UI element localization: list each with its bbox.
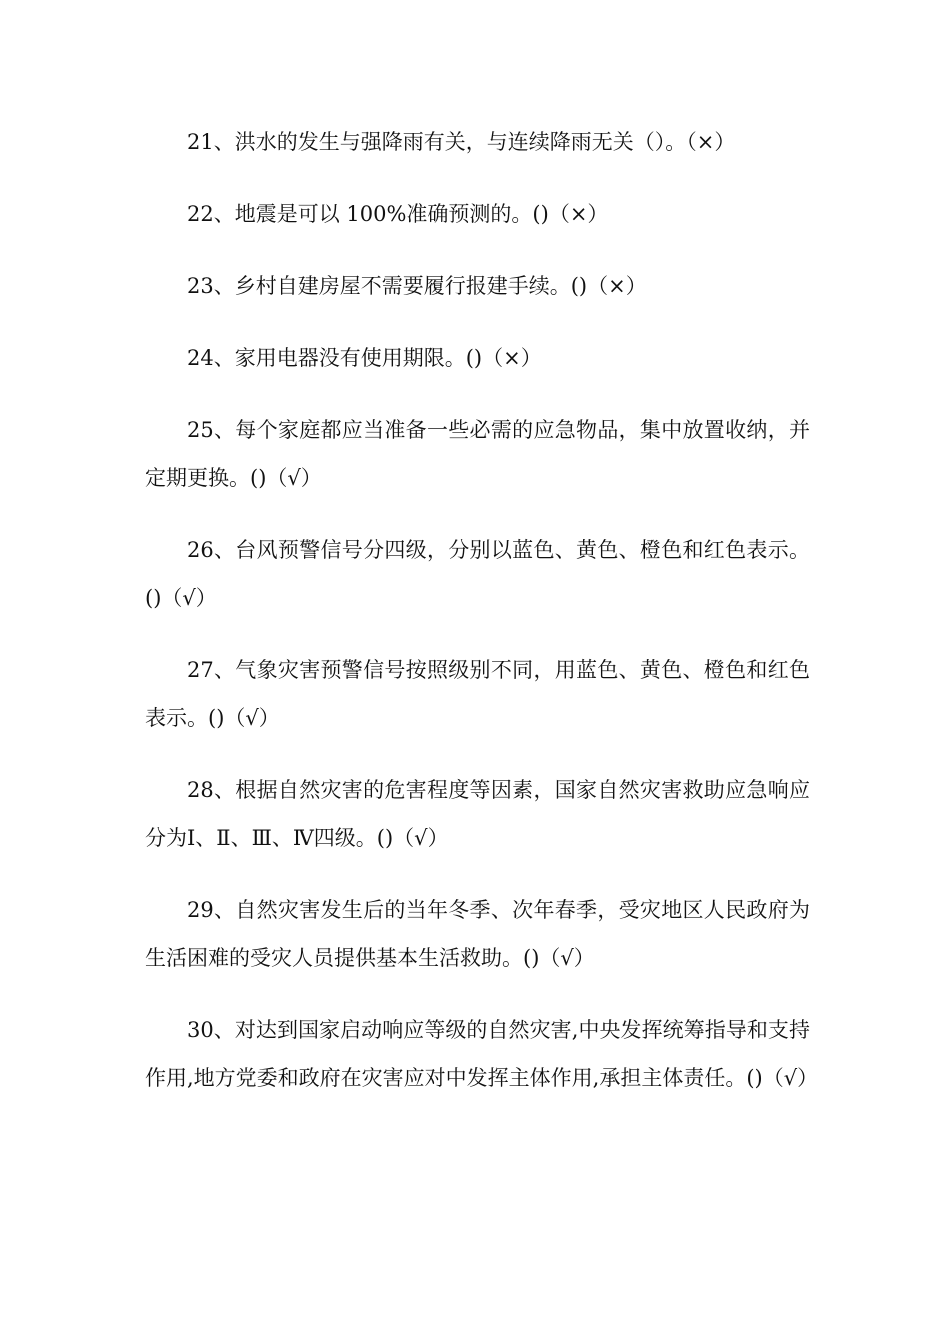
document-page — [145, 118, 819, 1126]
question-25: 25、每个家庭都应当准备一些必需的应急物品，集中放置收纳，并定期更换。()（√） — [145, 418, 810, 490]
question-30: 30、对达到国家启动响应等级的自然灾害,中央发挥统筹指导和支持作用,地方党委和政府在灾害应对中发挥主体作用,承担主体责任。()（√） — [145, 1018, 819, 1090]
question-23: 23、乡村自建房屋不需要履行报建手续。()（×） — [187, 274, 647, 298]
question-21: 21、洪水的发生与强降雨有关，与连续降雨无关（）。（×） — [187, 130, 736, 154]
question-29: 29、自然灾害发生后的当年冬季、次年春季，受灾地区人民政府为生活困难的受灾人员提供基本生活救助。()（√） — [145, 898, 810, 970]
question-26: 26、台风预警信号分四级，分别以蓝色、黄色、橙色和红色表示。()（√） — [145, 538, 810, 610]
question-27: 27、气象灾害预警信号按照级别不同，用蓝色、黄色、橙色和红色表示。()（√） — [145, 658, 810, 730]
question-24: 24、家用电器没有使用期限。()（×） — [187, 346, 542, 370]
question-28: 28、根据自然灾害的危害程度等因素，国家自然灾害救助应急响应分为Ⅰ、Ⅱ、Ⅲ、Ⅳ四级。()（√） — [145, 778, 810, 850]
question-22: 22、地震是可以 100%准确预测的。()（×） — [187, 202, 609, 226]
